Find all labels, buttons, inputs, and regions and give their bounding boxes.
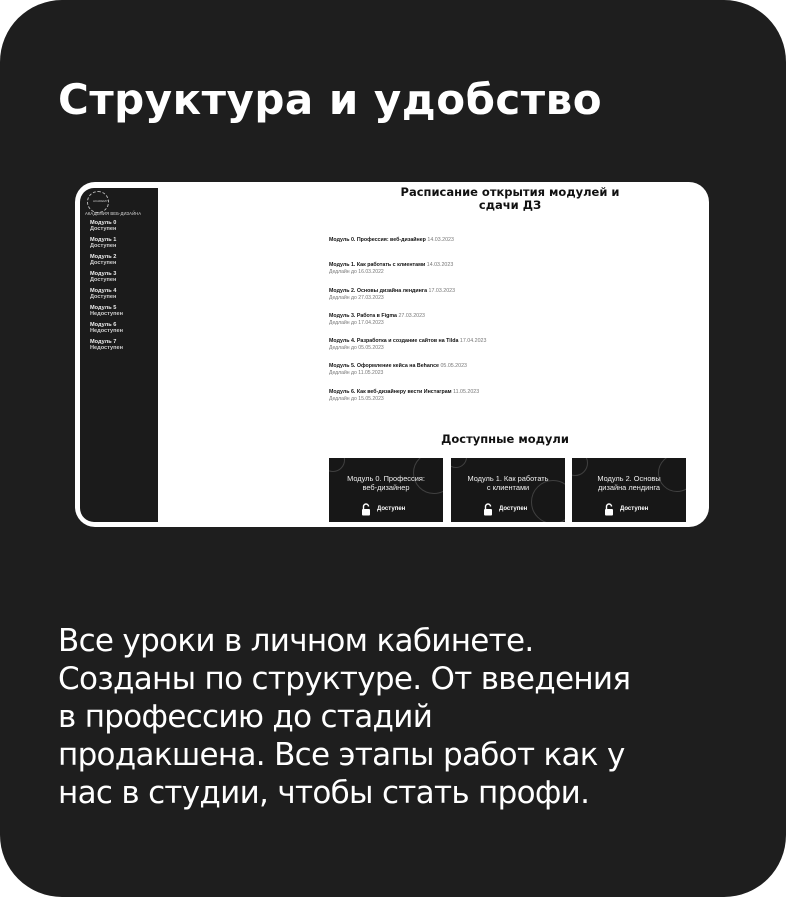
schedule-item [329, 237, 689, 262]
sidebar-item-name: Модуль 2 [90, 254, 117, 260]
lms-sidebar [80, 188, 158, 522]
sidebar-item-module-0[interactable] [90, 221, 156, 238]
module-card-2[interactable] [572, 458, 686, 522]
sidebar-item-status: Доступен [90, 276, 117, 283]
schedule-item-date: 05.05.2023 [440, 363, 467, 370]
schedule-item-deadline: Дедлайн до 16.03.2022 [329, 269, 384, 276]
module-card-title: Модуль 0. Профессия: веб-дизайнер [347, 474, 425, 492]
schedule-item-deadline: Дедлайн до 17.04.2023 [329, 319, 384, 326]
sidebar-item-status: Доступен [90, 242, 117, 249]
module-card-title: Модуль 1. Как работать с клиентами [467, 474, 549, 492]
available-modules [329, 458, 689, 522]
schedule-item-date: 17.03.2023 [428, 287, 456, 294]
schedule-item [329, 313, 689, 338]
unlock-icon [483, 503, 493, 516]
description-text [58, 622, 758, 812]
sidebar-item-status: Доступен [90, 225, 117, 232]
sidebar-item-name: Модуль 1 [90, 237, 117, 243]
schedule-item-date: 14.03.2023 [427, 237, 454, 243]
available-modules-title: Доступные модули [441, 432, 569, 446]
module-card-title: Модуль 2. Основы дизайна лендинга [597, 474, 661, 492]
module-card-status: Доступен [620, 506, 649, 512]
description-line: в профессию до стадий [58, 699, 433, 735]
sidebar-item-module-1[interactable] [90, 238, 156, 255]
sidebar-item-status: Недоступен [90, 344, 124, 351]
schedule-item-title: Модуль 6. Как веб-дизайнеру вести Инстаграм [329, 388, 452, 395]
sidebar-item-name: Модуль 5 [90, 305, 117, 311]
sidebar-item-module-6[interactable] [90, 323, 156, 340]
schedule-title [360, 186, 660, 212]
sidebar-item-status: Недоступен [90, 310, 124, 317]
sidebar-item-status: Доступен [90, 293, 117, 300]
module-card-status: Доступен [499, 506, 528, 512]
card-decoration [451, 458, 467, 468]
module-card-0[interactable] [329, 458, 443, 522]
schedule-item [329, 338, 689, 363]
schedule-item-deadline: Дедлайн до 05.05.2023 [329, 345, 384, 352]
module-card-1[interactable] [451, 458, 565, 522]
logo-text: ACADEMY [93, 199, 108, 203]
sidebar-item-name: Модуль 6 [90, 322, 117, 328]
sidebar-item-module-4[interactable] [90, 289, 156, 306]
sidebar-item-module-7[interactable] [90, 340, 156, 357]
sidebar-item-status: Недоступен [90, 327, 124, 334]
academy-logo [87, 191, 109, 213]
description-line: нас в студии, чтобы стать профи. [58, 775, 590, 811]
schedule-item-date: 17.04.2023 [459, 338, 487, 345]
schedule-item [329, 262, 689, 287]
description-line: Все уроки в личном кабинете. [58, 623, 534, 659]
sidebar-item-name: Модуль 3 [90, 271, 117, 277]
sidebar-item-status: Доступен [90, 259, 117, 266]
schedule-item-title: Модуль 3. Работа в Figma [329, 312, 397, 319]
schedule-item [329, 389, 689, 414]
description-line: продакшена. Все этапы работ как у [58, 737, 625, 773]
module-nav [90, 221, 156, 357]
schedule-item [329, 288, 689, 313]
schedule-item-title: Модуль 2. Основы дизайна лендинга [329, 287, 428, 294]
sidebar-item-module-2[interactable] [90, 255, 156, 272]
schedule-item-date: 27.03.2023 [398, 312, 425, 319]
schedule-item-date: 11.05.2023 [453, 388, 480, 395]
schedule-item [329, 363, 689, 388]
schedule-item-title: Модуль 0. Профессия: веб-дизайнер [329, 237, 426, 243]
schedule-item-date: 14.03.2023 [426, 262, 454, 269]
card-decoration [329, 458, 345, 472]
unlock-icon [604, 503, 614, 516]
schedule-item-title: Модуль 4. Разработка и создание сайтов на Tilda [329, 338, 459, 345]
sidebar-item-name: Модуль 7 [90, 339, 117, 345]
schedule-title-line-1: Расписание открытия модулей и [400, 185, 620, 199]
headline: Структура и удобство [58, 75, 603, 124]
unlock-icon [361, 503, 371, 516]
schedule-item-title: Модуль 5. Оформление кейса на Behance [329, 363, 439, 370]
schedule-item-deadline: Дедлайн до 27.03.2023 [329, 294, 384, 301]
sidebar-item-name: Модуль 0 [90, 220, 117, 226]
description-line: Созданы по структуре. От введения [58, 661, 631, 697]
sidebar-item-name: Модуль 4 [90, 288, 117, 294]
schedule-item-deadline: Дедлайн до 15.05.2023 [329, 395, 384, 402]
module-card-status: Доступен [377, 506, 406, 512]
lms-screenshot [75, 182, 709, 527]
schedule-title-line-2: сдачи ДЗ [478, 198, 542, 212]
sidebar-item-module-5[interactable] [90, 306, 156, 323]
schedule-item-deadline: Дедлайн до 11.05.2023 [329, 370, 384, 377]
academy-label: АКАДЕМИЯ ВЕБ-ДИЗАЙНА [85, 211, 142, 216]
schedule-list [329, 237, 689, 414]
sidebar-item-module-3[interactable] [90, 272, 156, 289]
schedule-item-title: Модуль 1. Как работать с клиентами [329, 262, 426, 269]
